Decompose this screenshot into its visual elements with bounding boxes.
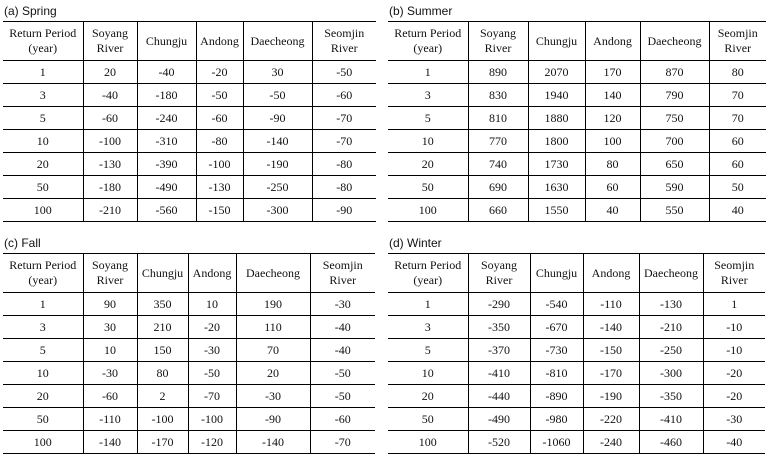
table-row xyxy=(388,61,766,84)
table-row xyxy=(388,408,765,431)
return-period-cell: 50 xyxy=(388,408,468,431)
value-cell: -50 xyxy=(188,362,236,385)
header-row xyxy=(388,22,766,61)
value-cell: -100 xyxy=(188,408,236,431)
return-period-cell: 1 xyxy=(388,61,468,84)
value-cell: -10 xyxy=(703,339,765,362)
value-cell: 110 xyxy=(236,316,310,339)
value-cell: -410 xyxy=(639,408,703,431)
value-cell: -240 xyxy=(137,107,196,130)
table-row xyxy=(388,431,765,454)
column-header-soyang xyxy=(83,254,137,293)
value-cell: -390 xyxy=(137,153,196,176)
return-period-cell: 5 xyxy=(388,339,468,362)
value-cell: -560 xyxy=(137,199,196,222)
value-cell: 210 xyxy=(137,316,188,339)
value-cell: -50 xyxy=(196,84,243,107)
value-cell: -130 xyxy=(83,153,137,176)
table-row xyxy=(388,107,766,130)
value-cell: -30 xyxy=(188,339,236,362)
table-row xyxy=(3,293,375,316)
value-cell: -460 xyxy=(639,431,703,454)
header-row xyxy=(3,22,376,61)
value-cell: 700 xyxy=(640,130,709,153)
value-cell: -50 xyxy=(243,84,312,107)
value-cell: 20 xyxy=(236,362,310,385)
value-cell: 2070 xyxy=(528,61,585,84)
return-period-cell: 100 xyxy=(388,199,468,222)
header-line: River xyxy=(704,273,766,288)
panel-fall xyxy=(3,234,375,454)
return-period-cell: 50 xyxy=(3,176,83,199)
value-cell: -250 xyxy=(639,339,703,362)
return-period-cell: 5 xyxy=(3,107,83,130)
panel-caption: (c) Fall xyxy=(3,234,375,253)
value-cell: -30 xyxy=(236,385,310,408)
value-cell: -210 xyxy=(83,199,137,222)
value-cell: -190 xyxy=(583,385,639,408)
column-header-seomjin xyxy=(703,254,765,293)
value-cell: -130 xyxy=(639,293,703,316)
value-cell: -70 xyxy=(310,431,375,454)
column-header-daecheong: Daecheong xyxy=(640,22,709,61)
table-row xyxy=(3,61,376,84)
value-cell: 740 xyxy=(468,153,528,176)
value-cell: -440 xyxy=(468,385,530,408)
value-cell: -60 xyxy=(83,107,137,130)
column-header-andong: Andong xyxy=(188,254,236,293)
value-cell: -140 xyxy=(243,130,312,153)
value-cell: 60 xyxy=(585,176,640,199)
table-row xyxy=(388,339,765,362)
value-cell: -70 xyxy=(188,385,236,408)
value-cell: 170 xyxy=(585,61,640,84)
value-cell: 60 xyxy=(709,153,766,176)
header-line: River xyxy=(469,273,530,288)
table-row xyxy=(3,362,375,385)
return-period-cell: 20 xyxy=(388,153,468,176)
value-cell: -120 xyxy=(188,431,236,454)
return-period-cell: 5 xyxy=(3,339,83,362)
value-cell: 1550 xyxy=(528,199,585,222)
value-cell: -170 xyxy=(583,362,639,385)
column-header-soyang xyxy=(83,22,137,61)
value-cell: 690 xyxy=(468,176,528,199)
value-cell: -90 xyxy=(312,199,376,222)
value-cell: 10 xyxy=(188,293,236,316)
header-line: Soyang xyxy=(84,258,137,273)
header-line: Return Period xyxy=(388,26,468,41)
value-cell: -890 xyxy=(530,385,583,408)
value-cell: 590 xyxy=(640,176,709,199)
panel-caption: (d) Winter xyxy=(388,234,765,253)
return-period-cell: 3 xyxy=(3,316,83,339)
value-cell: 40 xyxy=(585,199,640,222)
column-header-andong: Andong xyxy=(196,22,243,61)
value-cell: 2 xyxy=(137,385,188,408)
value-cell: -210 xyxy=(639,316,703,339)
value-cell: 830 xyxy=(468,84,528,107)
value-cell: -490 xyxy=(137,176,196,199)
value-cell: -300 xyxy=(639,362,703,385)
return-period-cell: 1 xyxy=(3,293,83,316)
return-period-cell: 20 xyxy=(388,385,468,408)
header-line: (year) xyxy=(3,41,83,56)
value-cell: 190 xyxy=(236,293,310,316)
value-cell: -290 xyxy=(468,293,530,316)
table-row xyxy=(388,362,765,385)
value-cell: 150 xyxy=(137,339,188,362)
value-cell: -60 xyxy=(310,408,375,431)
value-cell: 650 xyxy=(640,153,709,176)
header-line: Return Period xyxy=(388,258,468,273)
return-period-cell: 10 xyxy=(3,130,83,153)
column-header-chungju: Chungju xyxy=(528,22,585,61)
header-line: Soyang xyxy=(469,26,528,41)
header-line: Seomjin xyxy=(704,258,766,273)
panel-winter xyxy=(388,234,765,454)
value-cell: -60 xyxy=(312,84,376,107)
column-header-chungju: Chungju xyxy=(137,22,196,61)
value-cell: -300 xyxy=(243,199,312,222)
column-header-period xyxy=(388,22,468,61)
value-cell: 10 xyxy=(83,339,137,362)
value-cell: 70 xyxy=(709,107,766,130)
table-row xyxy=(3,153,376,176)
column-header-seomjin xyxy=(709,22,766,61)
value-cell: 1 xyxy=(703,293,765,316)
value-cell: 870 xyxy=(640,61,709,84)
return-period-cell: 10 xyxy=(388,362,468,385)
return-period-cell: 20 xyxy=(3,153,83,176)
return-period-table xyxy=(3,253,375,454)
value-cell: -60 xyxy=(83,385,137,408)
header-row xyxy=(3,254,375,293)
value-cell: -350 xyxy=(639,385,703,408)
value-cell: -20 xyxy=(188,316,236,339)
value-cell: 80 xyxy=(585,153,640,176)
value-cell: -40 xyxy=(703,431,765,454)
value-cell: -40 xyxy=(137,61,196,84)
return-period-table xyxy=(3,21,376,222)
value-cell: -110 xyxy=(83,408,137,431)
header-line: River xyxy=(710,41,766,56)
value-cell: -150 xyxy=(196,199,243,222)
value-cell: -60 xyxy=(196,107,243,130)
column-header-seomjin xyxy=(312,22,376,61)
value-cell: 750 xyxy=(640,107,709,130)
value-cell: 550 xyxy=(640,199,709,222)
value-cell: 140 xyxy=(585,84,640,107)
return-period-cell: 3 xyxy=(388,84,468,107)
value-cell: 90 xyxy=(83,293,137,316)
panel-caption: (b) Summer xyxy=(388,2,766,21)
header-line: (year) xyxy=(388,273,468,288)
value-cell: 810 xyxy=(468,107,528,130)
value-cell: -100 xyxy=(83,130,137,153)
table-row xyxy=(3,316,375,339)
column-header-soyang xyxy=(468,254,530,293)
value-cell: -20 xyxy=(703,385,765,408)
value-cell: -100 xyxy=(137,408,188,431)
value-cell: -140 xyxy=(83,431,137,454)
column-header-period xyxy=(388,254,468,293)
column-header-seomjin xyxy=(310,254,375,293)
value-cell: -250 xyxy=(243,176,312,199)
value-cell: -50 xyxy=(310,362,375,385)
value-cell: -190 xyxy=(243,153,312,176)
return-period-cell: 1 xyxy=(3,61,83,84)
value-cell: -170 xyxy=(137,431,188,454)
header-line: Seomjin xyxy=(313,26,377,41)
header-line: River xyxy=(84,41,137,56)
value-cell: -90 xyxy=(243,107,312,130)
table-row xyxy=(3,199,376,222)
column-header-period xyxy=(3,254,83,293)
value-cell: -150 xyxy=(583,339,639,362)
value-cell: -70 xyxy=(312,107,376,130)
value-cell: -50 xyxy=(312,61,376,84)
value-cell: 40 xyxy=(709,199,766,222)
table-row xyxy=(3,431,375,454)
table-row xyxy=(388,84,766,107)
header-line: River xyxy=(469,41,528,56)
value-cell: -520 xyxy=(468,431,530,454)
value-cell: -10 xyxy=(703,316,765,339)
value-cell: 350 xyxy=(137,293,188,316)
header-line: Seomjin xyxy=(311,258,376,273)
value-cell: -180 xyxy=(83,176,137,199)
value-cell: 20 xyxy=(83,61,137,84)
return-period-cell: 10 xyxy=(388,130,468,153)
value-cell: -140 xyxy=(583,316,639,339)
return-period-cell: 100 xyxy=(3,431,83,454)
value-cell: 50 xyxy=(709,176,766,199)
value-cell: -490 xyxy=(468,408,530,431)
return-period-cell: 50 xyxy=(3,408,83,431)
header-line: (year) xyxy=(3,273,83,288)
return-period-cell: 100 xyxy=(3,199,83,222)
table-row xyxy=(388,316,765,339)
table-row xyxy=(3,130,376,153)
column-header-soyang xyxy=(468,22,528,61)
return-period-cell: 20 xyxy=(3,385,83,408)
value-cell: -670 xyxy=(530,316,583,339)
column-header-period xyxy=(3,22,83,61)
value-cell: -80 xyxy=(312,176,376,199)
header-line: Return Period xyxy=(3,258,83,273)
value-cell: -350 xyxy=(468,316,530,339)
column-header-daecheong: Daecheong xyxy=(236,254,310,293)
header-line: (year) xyxy=(388,41,468,56)
header-row xyxy=(388,254,765,293)
header-line: River xyxy=(84,273,137,288)
value-cell: -20 xyxy=(196,61,243,84)
value-cell: 120 xyxy=(585,107,640,130)
value-cell: 30 xyxy=(83,316,137,339)
header-line: Soyang xyxy=(84,26,137,41)
value-cell: -80 xyxy=(312,153,376,176)
value-cell: 1630 xyxy=(528,176,585,199)
value-cell: -180 xyxy=(137,84,196,107)
return-period-cell: 5 xyxy=(388,107,468,130)
value-cell: -50 xyxy=(310,385,375,408)
header-line: Return Period xyxy=(3,26,83,41)
value-cell: -370 xyxy=(468,339,530,362)
column-header-chungju: Chungju xyxy=(137,254,188,293)
header-line: Soyang xyxy=(469,258,530,273)
value-cell: -110 xyxy=(583,293,639,316)
value-cell: 660 xyxy=(468,199,528,222)
value-cell: -540 xyxy=(530,293,583,316)
table-row xyxy=(388,293,765,316)
value-cell: 1800 xyxy=(528,130,585,153)
value-cell: 70 xyxy=(709,84,766,107)
value-cell: 60 xyxy=(709,130,766,153)
return-period-cell: 100 xyxy=(388,431,468,454)
value-cell: -30 xyxy=(703,408,765,431)
table-row xyxy=(3,84,376,107)
value-cell: -220 xyxy=(583,408,639,431)
return-period-cell: 3 xyxy=(388,316,468,339)
value-cell: -130 xyxy=(196,176,243,199)
value-cell: -240 xyxy=(583,431,639,454)
value-cell: 100 xyxy=(585,130,640,153)
value-cell: 790 xyxy=(640,84,709,107)
return-period-cell: 50 xyxy=(388,176,468,199)
value-cell: -70 xyxy=(312,130,376,153)
header-line: River xyxy=(311,273,376,288)
value-cell: -310 xyxy=(137,130,196,153)
table-row xyxy=(3,176,376,199)
table-row xyxy=(3,339,375,362)
table-row xyxy=(388,130,766,153)
value-cell: -40 xyxy=(310,316,375,339)
value-cell: -40 xyxy=(83,84,137,107)
value-cell: 70 xyxy=(236,339,310,362)
value-cell: 80 xyxy=(709,61,766,84)
value-cell: -980 xyxy=(530,408,583,431)
value-cell: 1940 xyxy=(528,84,585,107)
value-cell: 1730 xyxy=(528,153,585,176)
value-cell: -410 xyxy=(468,362,530,385)
panel-summer xyxy=(388,2,766,222)
value-cell: -30 xyxy=(310,293,375,316)
table-row xyxy=(3,408,375,431)
header-line: Seomjin xyxy=(710,26,766,41)
return-period-cell: 3 xyxy=(3,84,83,107)
column-header-daecheong: Daecheong xyxy=(243,22,312,61)
table-row xyxy=(388,385,765,408)
table-row xyxy=(388,153,766,176)
value-cell: -40 xyxy=(310,339,375,362)
panel-caption: (a) Spring xyxy=(3,2,376,21)
value-cell: 770 xyxy=(468,130,528,153)
return-period-table xyxy=(388,253,765,454)
column-header-andong: Andong xyxy=(585,22,640,61)
value-cell: 80 xyxy=(137,362,188,385)
value-cell: -140 xyxy=(236,431,310,454)
panel-spring xyxy=(3,2,376,222)
value-cell: -20 xyxy=(703,362,765,385)
value-cell: -1060 xyxy=(530,431,583,454)
table-row xyxy=(3,107,376,130)
header-line: River xyxy=(313,41,377,56)
value-cell: 890 xyxy=(468,61,528,84)
return-period-cell: 1 xyxy=(388,293,468,316)
return-period-cell: 10 xyxy=(3,362,83,385)
table-row xyxy=(388,176,766,199)
value-cell: -80 xyxy=(196,130,243,153)
value-cell: -810 xyxy=(530,362,583,385)
column-header-daecheong: Daecheong xyxy=(639,254,703,293)
value-cell: -90 xyxy=(236,408,310,431)
column-header-chungju: Chungju xyxy=(530,254,583,293)
value-cell: 1880 xyxy=(528,107,585,130)
value-cell: -100 xyxy=(196,153,243,176)
column-header-andong: Andong xyxy=(583,254,639,293)
table-row xyxy=(388,199,766,222)
value-cell: -730 xyxy=(530,339,583,362)
table-row xyxy=(3,385,375,408)
value-cell: 30 xyxy=(243,61,312,84)
return-period-table xyxy=(388,21,766,222)
value-cell: -30 xyxy=(83,362,137,385)
